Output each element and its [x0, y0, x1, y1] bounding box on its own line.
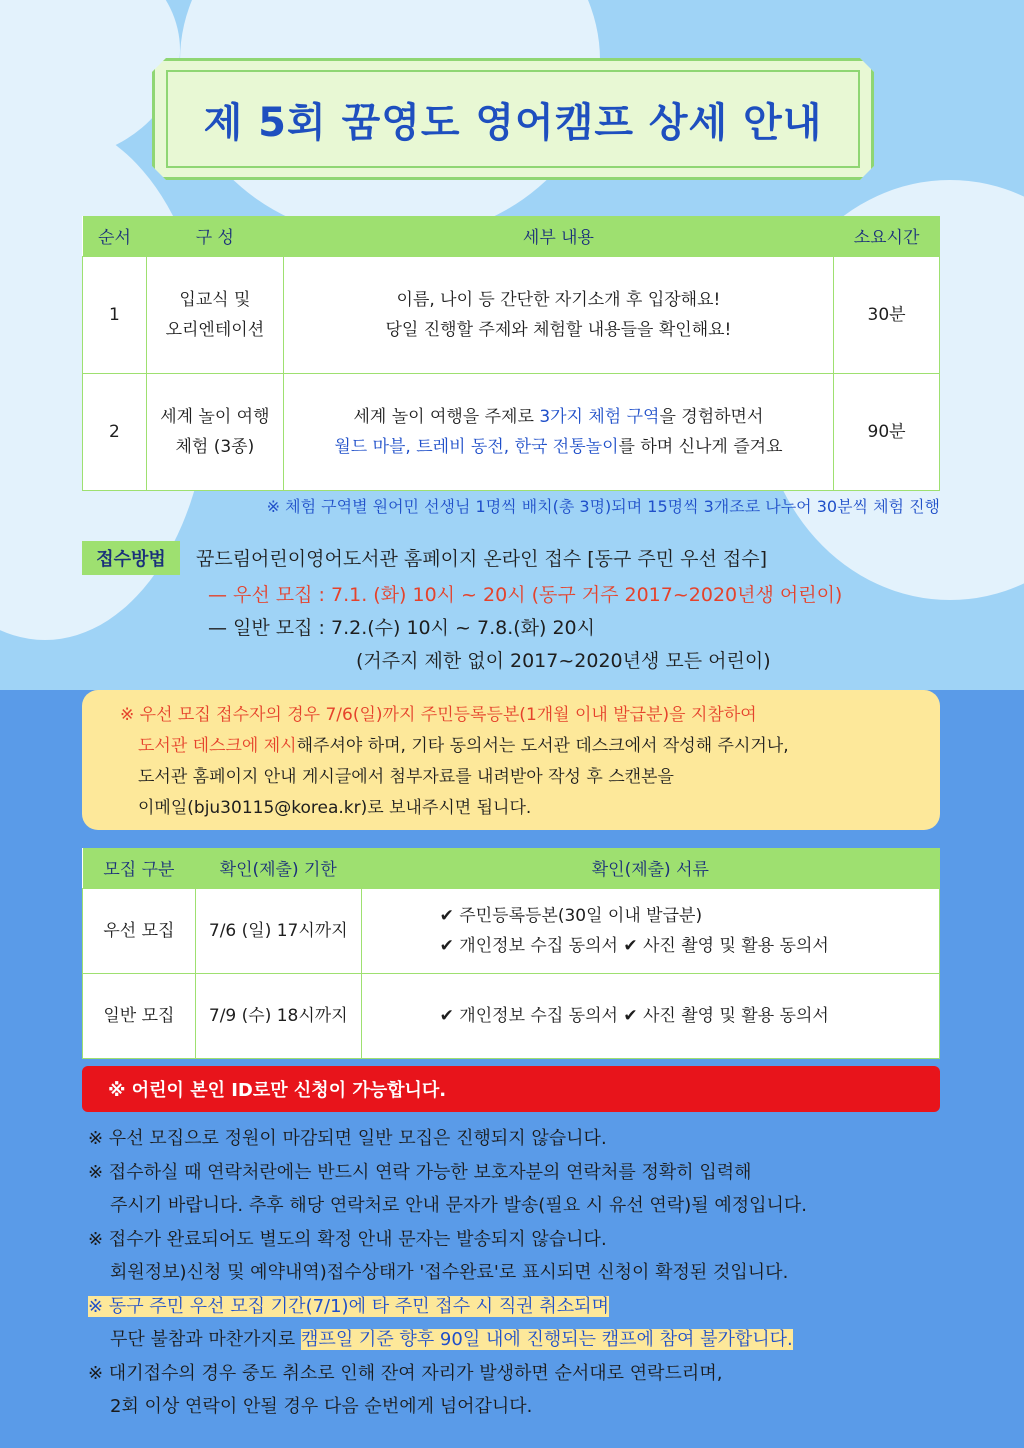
note-highlight: 캠프일 기준 향후 90일 내에 진행되는 캠프에 참여 불가합니다. [301, 1329, 793, 1350]
notice-line: 이메일(bju30115@korea.kr)로 보내주시면 됩니다. [138, 798, 532, 818]
general-recruit-note: (거주지 제한 없이 2017~2020년생 모든 어린이) [356, 650, 771, 672]
duration-cell: 30분 [834, 256, 940, 373]
composition-line: 입교식 및 [179, 289, 251, 310]
composition-line: 오리엔테이션 [165, 319, 265, 340]
note-text: 무단 불참과 마찬가지로 [110, 1329, 302, 1350]
row-number: 2 [83, 373, 147, 490]
note-line: ※ 대기접수의 경우 중도 취소로 인해 잔여 자리가 발생하면 순서대로 연락드리며, [88, 1362, 723, 1384]
general-recruit-line: — 일반 모집 : 7.2.(수) 10시 ~ 7.8.(화) 20시 [208, 617, 595, 639]
duration-cell: 90분 [834, 373, 940, 490]
composition-cell [146, 373, 283, 490]
detail-line: 이름, 나이 등 간단한 자기소개 후 입장해요! [396, 289, 721, 310]
column-header: 모집 구분 [83, 848, 196, 888]
detail-cell [283, 256, 833, 373]
note-line [88, 1323, 948, 1357]
composition-cell [146, 256, 283, 373]
deadline-cell: 7/6 (일) 17시까지 [195, 888, 361, 973]
column-header: 순서 [83, 216, 147, 256]
column-header: 세부 내용 [283, 216, 833, 256]
document-line: ✔ 주민등록등본(30일 이내 발급분) [439, 905, 703, 926]
table-header-row [83, 848, 940, 888]
detail-line: 당일 진행할 주제와 체험할 내용들을 확인해요! [385, 319, 732, 340]
detail-text: 를 하며 신나게 즐겨요 [618, 436, 783, 457]
document-line: ✔ 개인정보 수집 동의서 ✔ 사진 촬영 및 활용 동의서 [439, 935, 829, 956]
detail-highlight: 3가지 체험 구역 [539, 406, 660, 427]
notice-line [120, 731, 940, 762]
documents-cell [361, 973, 939, 1058]
priority-notice-box [82, 690, 940, 830]
document-line: ✔ 개인정보 수집 동의서 ✔ 사진 촬영 및 활용 동의서 [439, 1005, 829, 1026]
recruit-type-cell: 일반 모집 [83, 973, 196, 1058]
column-header: 확인(제출) 서류 [361, 848, 939, 888]
note-line: ※ 접수가 완료되어도 별도의 확정 안내 문자는 발송되지 않습니다. [88, 1228, 607, 1250]
note-line: 회원정보)신청 및 예약내역)접수상태가 '접수완료'로 표시되면 신청이 확정된 것입니다. [110, 1262, 789, 1283]
column-header: 소요시간 [834, 216, 940, 256]
table-row [83, 373, 940, 490]
table-row [83, 888, 940, 973]
page-title: 제 5회 꿈영도 영어캠프 상세 안내 [203, 99, 823, 146]
note-line: ※ 접수하실 때 연락처란에는 반드시 연락 가능한 보호자분의 연락처를 정확히 입력해 [88, 1161, 752, 1183]
documents-table [82, 848, 940, 1059]
composition-line: 체험 (3종) [175, 436, 255, 457]
program-note: ※ 체험 구역별 원어민 선생님 1명씩 배치(총 3명)되며 15명씩 3개조로 나누어 30분씩 체험 진행 [266, 497, 940, 516]
note-line: ※ 우선 모집으로 정원이 마감되면 일반 모집은 진행되지 않습니다. [88, 1128, 607, 1149]
column-header: 확인(제출) 기한 [195, 848, 361, 888]
table-header-row [83, 216, 940, 256]
table-row [83, 256, 940, 373]
row-number: 1 [83, 256, 147, 373]
reception-badge: 접수방법 [82, 541, 180, 575]
notice-line: 도서관 홈페이지 안내 게시글에서 첨부자료를 내려받아 작성 후 스캔본을 [138, 767, 674, 787]
detail-text: 세계 놀이 여행을 주제로 [353, 406, 540, 427]
notice-text: 해주셔야 하며, 기타 동의서는 도서관 데스크에서 작성해 주시거나, [296, 736, 789, 756]
detail-text: 을 경험하면서 [659, 406, 764, 427]
detail-cell [283, 373, 833, 490]
recruit-type-cell: 우선 모집 [83, 888, 196, 973]
detail-line [284, 402, 833, 432]
column-header: 구 성 [146, 216, 283, 256]
table-row [83, 973, 940, 1058]
reception-heading: 꿈드림어린이영어도서관 홈페이지 온라인 접수 [동구 주민 우선 접수] [196, 548, 768, 570]
note-highlight: ※ 동구 주민 우선 모집 기간(7/1)에 타 주민 접수 시 직권 취소되며 [88, 1295, 609, 1317]
detail-highlight: 월드 마블, 트레비 동전, 한국 전통놀이 [334, 436, 619, 457]
notes-section [88, 1122, 948, 1424]
notice-line: ※ 우선 모집 접수자의 경우 7/6(일)까지 주민등록등본(1개월 이내 발급분)을 지참하여 [120, 705, 757, 725]
notice-highlight: 도서관 데스크에 제시 [138, 736, 297, 756]
composition-line: 세계 놀이 여행 [160, 406, 270, 427]
id-warning-banner: ※ 어린이 본인 ID로만 신청이 가능합니다. [82, 1066, 940, 1112]
note-line: 2회 이상 연락이 안될 경우 다음 순번에게 넘어갑니다. [110, 1396, 533, 1417]
documents-cell [361, 888, 939, 973]
program-table [82, 216, 940, 491]
note-line [88, 1290, 948, 1324]
note-line: 주시기 바랍니다. 추후 해당 연락처로 안내 문자가 발송(필요 시 유선 연락)될 예정입니다. [110, 1195, 808, 1216]
deadline-cell: 7/9 (수) 18시까지 [195, 973, 361, 1058]
detail-line [284, 432, 833, 462]
priority-recruit-line: — 우선 모집 : 7.1. (화) 10시 ~ 20시 (동구 거주 2017~2020년생 어린이) [208, 584, 843, 606]
title-banner [166, 70, 860, 168]
